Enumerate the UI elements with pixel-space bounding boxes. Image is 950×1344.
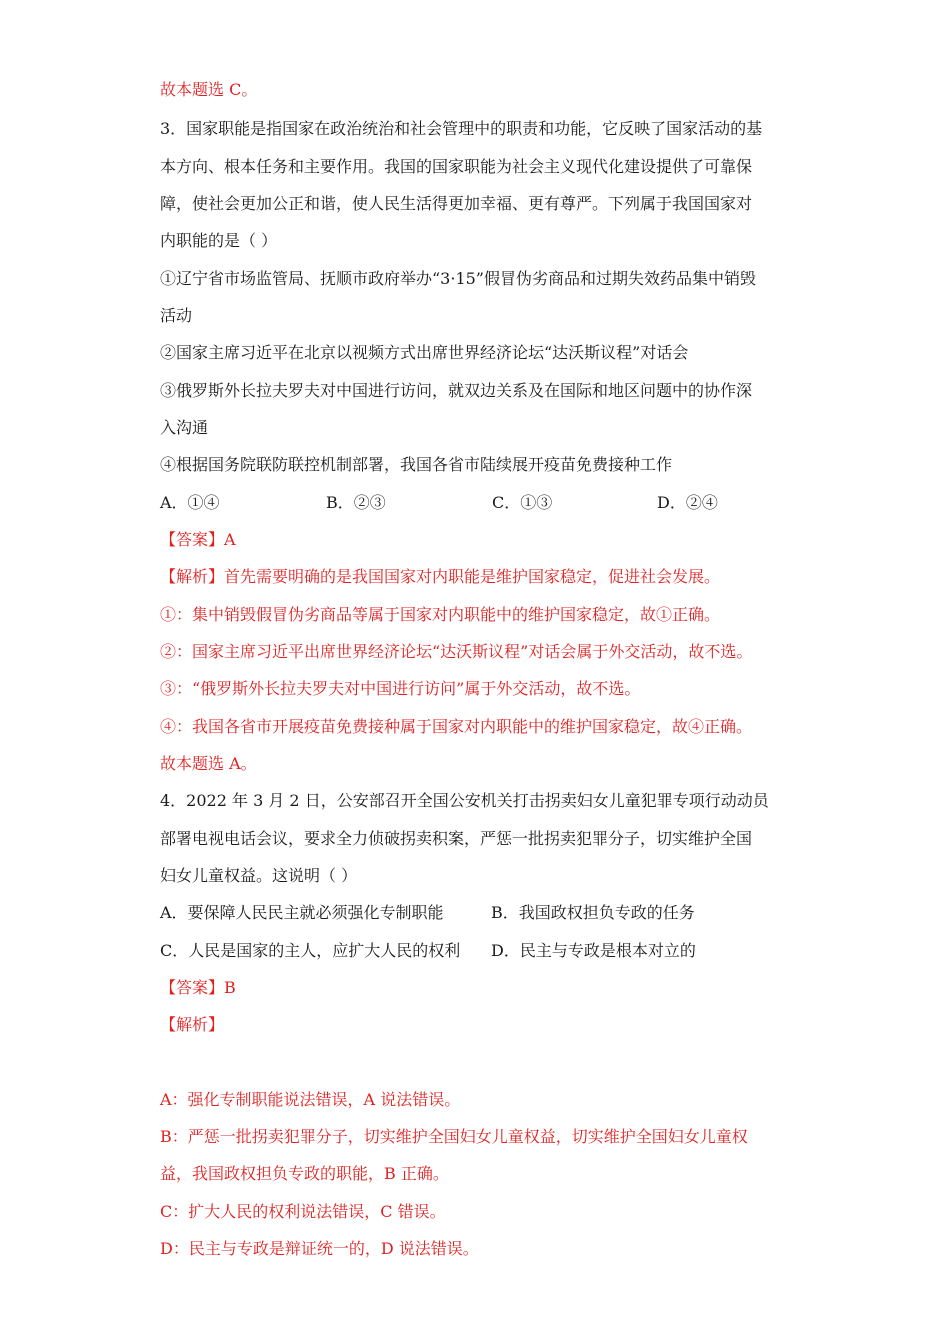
q4-stem-line-2: 部署电视电话会议，要求全力侦破拐卖积案，严惩一批拐卖犯罪分子，切实维护全国	[160, 829, 753, 848]
q3-analysis-line-5: ④：我国各省市开展疫苗免费接种属于国家对内职能中的维护国家稳定，故④正确。	[160, 717, 753, 736]
q4-analysis-c: C：扩大人民的权利说法错误，C 错误。	[160, 1202, 446, 1221]
q3-item-1-cont: 活动	[160, 306, 193, 325]
q3-stem-line-1: 3．国家职能是指国家在政治统治和社会管理中的职责和功能，它反映了国家活动的基	[160, 119, 763, 138]
q4-analysis-d: D：民主与专政是辩证统一的，D 说法错误。	[160, 1239, 479, 1258]
q4-option-a: A．要保障人民民主就必须强化专制职能	[160, 903, 444, 922]
q4-answer: 【答案】B	[160, 978, 236, 997]
q3-analysis-line-1: 【解析】首先需要明确的是我国国家对内职能是维护国家稳定，促进社会发展。	[160, 567, 721, 586]
q4-option-c: C．人民是国家的主人，应扩大人民的权利	[160, 941, 461, 960]
q4-option-b: B．我国政权担负专政的任务	[491, 903, 695, 922]
q3-item-1: ①辽宁省市场监管局、抚顺市政府举办“3·15”假冒伪劣商品和过期失效药品集中销毁	[160, 269, 756, 288]
q3-stem-line-3: 障，使社会更加公正和谐，使人民生活得更加幸福、更有尊严。下列属于我国国家对	[160, 194, 753, 213]
q3-analysis-line-2: ①：集中销毁假冒伪劣商品等属于国家对内职能中的维护国家稳定，故①正确。	[160, 605, 721, 624]
q3-option-d: D．②④	[657, 493, 718, 512]
q4-analysis-label: 【解析】	[160, 1015, 225, 1034]
q3-conclusion: 故本题选 A。	[160, 754, 257, 773]
q3-stem-line-4: 内职能的是（ ）	[160, 231, 278, 250]
q3-item-4: ④根据国务院联防联控机制部署，我国各省市陆续展开疫苗免费接种工作	[160, 455, 673, 474]
q3-item-2: ②国家主席习近平在北京以视频方式出席世界经济论坛“达沃斯议程”对话会	[160, 343, 689, 362]
q3-item-3-cont: 入沟通	[160, 418, 209, 437]
q3-answer: 【答案】A	[160, 530, 236, 549]
q3-option-b: B．②③	[326, 493, 386, 512]
q3-stem-line-2: 本方向、根本任务和主要作用。我国的国家职能为社会主义现代化建设提供了可靠保	[160, 157, 753, 176]
q3-analysis-line-4: ③：“俄罗斯外长拉夫罗夫对中国进行访问”属于外交活动，故不选。	[160, 679, 641, 698]
q3-item-3: ③俄罗斯外长拉夫罗夫对中国进行访问，就双边关系及在国际和地区问题中的协作深	[160, 381, 753, 400]
q4-analysis-b: B：严惩一批拐卖犯罪分子，切实维护全国妇女儿童权益，切实维护全国妇女儿童权	[160, 1127, 748, 1146]
q4-analysis-a: A：强化专制职能说法错误，A 说法错误。	[160, 1090, 461, 1109]
q4-analysis-b-cont: 益，我国政权担负专政的职能，B 正确。	[160, 1164, 449, 1183]
q4-stem-line-1: 4．2022 年 3 月 2 日，公安部召开全国公安机关打击拐卖妇女儿童犯罪专项行动动员	[160, 791, 769, 810]
q3-option-a: A．①④	[160, 493, 220, 512]
q4-option-d: D．民主与专政是根本对立的	[491, 941, 696, 960]
prev-conclusion: 故本题选 C。	[160, 80, 258, 99]
q3-option-c: C．①③	[492, 493, 553, 512]
q4-stem-line-3: 妇女儿童权益。这说明（ ）	[160, 866, 358, 885]
q3-analysis-line-3: ②：国家主席习近平出席世界经济论坛“达沃斯议程”对话会属于外交活动，故不选。	[160, 642, 753, 661]
